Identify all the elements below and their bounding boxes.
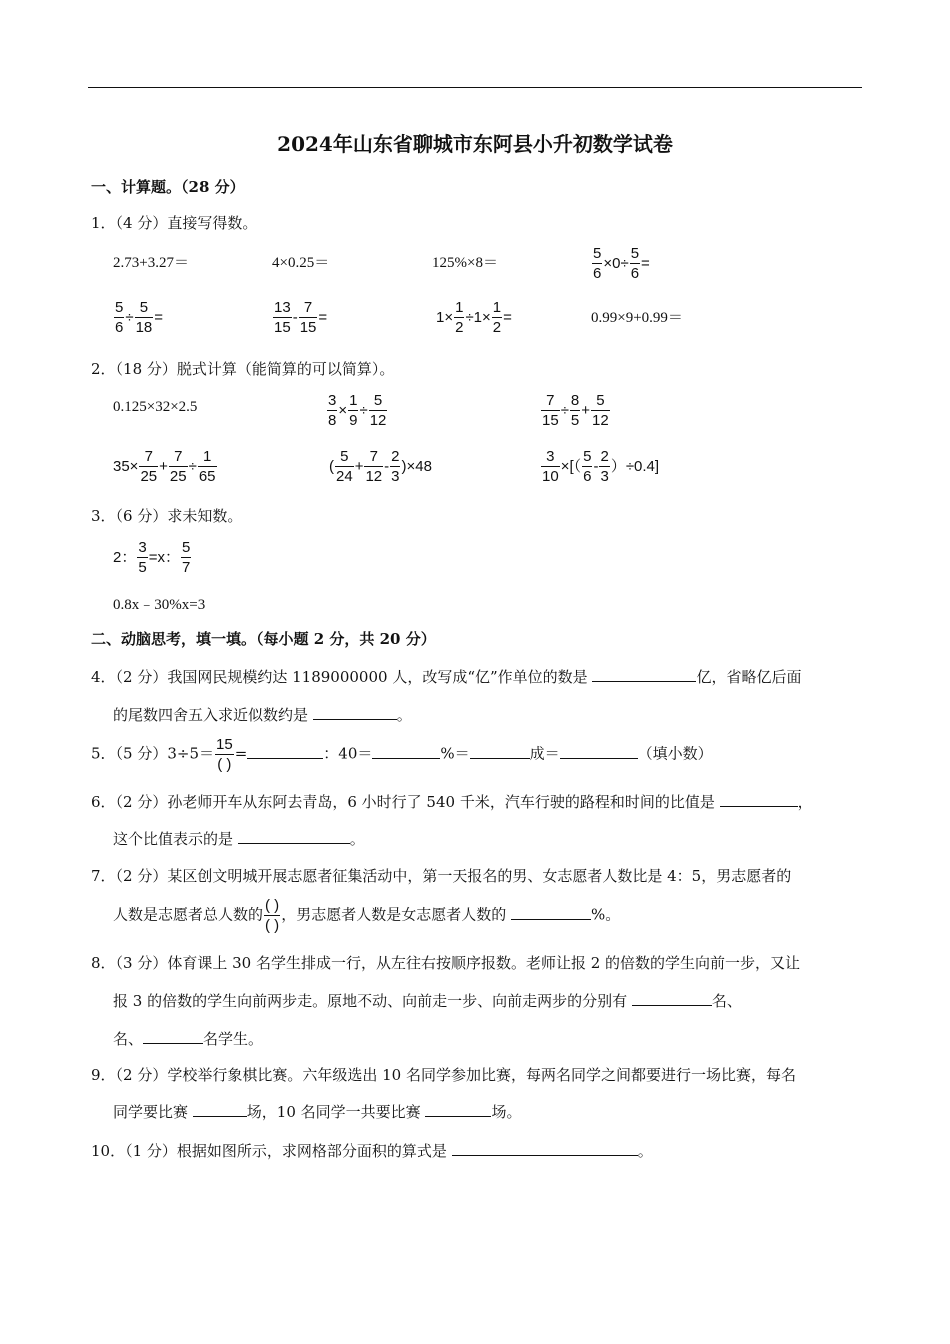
- answer-blank[interactable]: [313, 705, 397, 720]
- q8-line-1: 8．（3 分）体育课上 30 名学生排成一行，从左往右按顺序报数。老师让报 2 的倍数的学生向前一步，又让: [91, 954, 801, 972]
- fraction: $\frac{1}{65}$: [198, 448, 216, 485]
- answer-blank[interactable]: [720, 792, 798, 807]
- q4-line-1: 4．（2 分）我国网民规模约达 1189000000 人，改写成“亿”作单位的数是 亿，省略亿后面: [91, 668, 802, 686]
- answer-blank[interactable]: [511, 905, 591, 920]
- fraction: $\frac{1}{2}$: [492, 299, 502, 336]
- q1-item-b: 4×0.25＝: [272, 255, 330, 271]
- answer-blank[interactable]: [372, 744, 440, 759]
- q6-line-2: 这个比值表示的是 。: [113, 830, 365, 848]
- answer-blank[interactable]: [592, 667, 696, 682]
- q3-equation-1: 2： $\frac{3}{5}$ =x： $\frac{5}{7}$: [113, 539, 191, 576]
- q3-equation-2: 0.8x﹣30%x=3: [113, 597, 206, 613]
- fraction: $\frac{1}{2}$: [455, 299, 464, 336]
- answer-blank[interactable]: [247, 744, 323, 759]
- answer-blank[interactable]: [193, 1102, 247, 1117]
- answer-blank[interactable]: [238, 829, 350, 844]
- fraction: $\frac{2}{3}$: [600, 448, 609, 485]
- fraction: $\frac{5}{7}$: [181, 539, 191, 576]
- fraction: $\frac{2}{3}$: [391, 448, 400, 485]
- fraction: $\frac{5}{12}$: [369, 392, 387, 429]
- section-1-heading: 一、计算题。（28 分）: [91, 178, 245, 196]
- page-title: 2024年山东省聊城市东阿县小升初数学试卷: [277, 132, 673, 156]
- q1-item-c: 125%×8＝: [432, 255, 498, 271]
- q5-line: 5．（5 分）3÷5＝ 15 ( ) = ：40＝ %＝ 成＝ （填小数）: [91, 736, 713, 773]
- fraction: $\frac{5}{18}$: [135, 299, 153, 336]
- answer-blank[interactable]: [560, 744, 638, 759]
- fraction: $\frac{7}{15}$: [542, 392, 559, 429]
- q1-item-e: $\frac{5}{6}$ ÷ $\frac{5}{18}$ =: [115, 299, 164, 336]
- q9-line-2: 同学要比赛 场，10 名同学一共要比赛 场。: [113, 1103, 522, 1121]
- fraction: $\frac{5}{6}$: [593, 245, 602, 282]
- fraction: $\frac{3}{8}$: [328, 392, 337, 429]
- fraction: $\frac{3}{10}$: [542, 448, 559, 485]
- fraction: $\frac{7}{12}$: [365, 448, 383, 485]
- q1-label: 1．（4 分）直接写得数。: [91, 214, 258, 232]
- q8-line-3: 名、 名学生。: [113, 1030, 264, 1048]
- fraction: $\frac{3}{5}$: [138, 539, 147, 576]
- q4-line-2: 的尾数四舍五入求近似数约是 。: [113, 706, 412, 724]
- q1-item-h: 0.99×9+0.99＝: [591, 310, 683, 326]
- q2-item-c: $\frac{7}{15}$ ÷ $\frac{8}{5}$ + $\frac{5}{12}$: [542, 392, 609, 429]
- answer-blank[interactable]: [470, 744, 530, 759]
- q10-line: 10．（1 分）根据如图所示，求网格部分面积的算式是 。: [91, 1142, 653, 1160]
- q7-line-1: 7．（2 分）某区创文明城开展志愿者征集活动中，第一天报名的男、女志愿者人数比是 4：5，男志愿者的: [91, 867, 792, 885]
- q9-line-1: 9．（2 分）学校举行象棋比赛。六年级选出 10 名同学参加比赛，每两名同学之间都要进行一场比赛，每名: [91, 1066, 796, 1084]
- fraction: $\frac{5}{6}$: [583, 448, 592, 485]
- fraction: 15 ( ): [216, 736, 233, 773]
- fraction: $\frac{8}{5}$: [570, 392, 580, 429]
- fraction: $\frac{13}{15}$: [274, 299, 291, 336]
- q2-item-f: $\frac{3}{10}$ ×[（ $\frac{5}{6}$ - $\frac{2}{3}$ ）÷0.4]: [542, 448, 660, 485]
- q2-item-a: 0.125×32×2.5: [113, 399, 198, 415]
- q6-line-1: 6．（2 分）孙老师开车从东阿去青岛，6 小时行了 540 千米，汽车行驶的路程和时间的比值是 ，: [91, 793, 813, 811]
- q2-item-b: $\frac{3}{8}$ × $\frac{1}{9}$ ÷ $\frac{5}{12}$: [328, 392, 387, 429]
- fraction: $\frac{5}{6}$: [115, 299, 124, 336]
- answer-blank[interactable]: [632, 991, 712, 1006]
- q2-label: 2．（18 分）脱式计算（能简算的可以简算）。: [91, 360, 395, 378]
- q1-item-f: $\frac{13}{15}$ - $\frac{7}{15}$ =: [274, 299, 328, 336]
- q7-line-2: 人数是志愿者总人数的 ( ) ( ) ，男志愿者人数是女志愿者人数的 %。: [113, 897, 621, 934]
- fraction: $\frac{5}{6}$: [630, 245, 640, 282]
- header-rule: [88, 87, 862, 88]
- section-2-heading: 二、动脑思考，填一填。（每小题 2 分，共 20 分）: [91, 630, 436, 648]
- answer-blank[interactable]: [425, 1102, 491, 1117]
- fraction: $\frac{7}{25}$: [169, 448, 187, 485]
- fraction: $\frac{7}{25}$: [140, 448, 158, 485]
- q2-item-e: ( $\frac{5}{24}$ + $\frac{7}{12}$ - $\frac{2}{3}$ )×48: [329, 448, 432, 485]
- fraction: $\frac{5}{12}$: [592, 392, 609, 429]
- answer-blank[interactable]: [452, 1141, 638, 1156]
- answer-blank[interactable]: [143, 1029, 203, 1044]
- fraction: $\frac{1}{9}$: [349, 392, 358, 429]
- q2-item-d: 35× $\frac{7}{25}$ + $\frac{7}{25}$ ÷ $\frac{1}{65}$: [113, 448, 216, 485]
- q3-label: 3．（6 分）求未知数。: [91, 507, 243, 525]
- q1-item-g: 1× $\frac{1}{2}$ ÷1× $\frac{1}{2}$ =: [436, 299, 512, 336]
- fraction-answer-blank[interactable]: ( ) ( ): [265, 897, 280, 934]
- q1-item-d: $\frac{5}{6}$ ×0÷ $\frac{5}{6}$ =: [593, 245, 650, 282]
- fraction: $\frac{5}{24}$: [336, 448, 353, 485]
- q1-item-a: 2.73+3.27＝: [113, 255, 189, 271]
- fraction: $\frac{7}{15}$: [299, 299, 317, 336]
- q8-line-2: 报 3 的倍数的学生向前两步走。原地不动、向前走一步、向前走两步的分别有 名、: [113, 992, 742, 1010]
